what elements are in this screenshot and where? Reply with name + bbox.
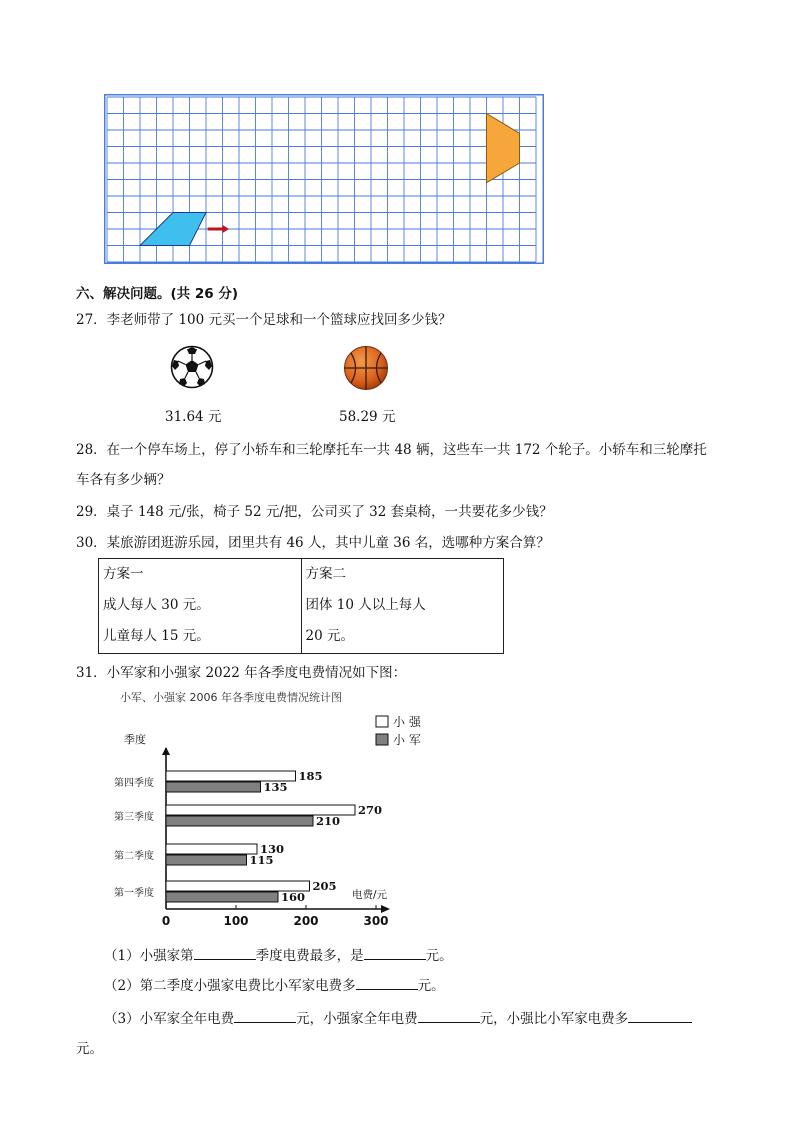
basketball-icon <box>343 345 389 391</box>
x-axis-arrow <box>381 905 390 913</box>
plan-1-adult-price: 成人每人 30 元。 <box>103 597 210 613</box>
answer-blank-1[interactable] <box>194 945 256 960</box>
x-tick-label: 300 <box>363 914 389 928</box>
q31-sub2-part-b: 元。 <box>417 978 445 994</box>
q31-sub1-part-c: 元。 <box>425 948 453 964</box>
plan-2-group-line2: 20 元。 <box>305 628 354 644</box>
bar-xiaojun <box>166 816 313 826</box>
q31-sub1-part-b: 季度电费最多，是 <box>255 948 364 964</box>
question-27: 27．李老师带了 100 元买一个足球和一个篮球应找回多少钱？ <box>76 312 452 328</box>
plan-2-group-line1: 团体 10 人以上每人 <box>305 597 426 613</box>
section-title: 六、解决问题。(共 26 分) <box>76 286 239 302</box>
bar-xiaoqiang <box>166 844 257 854</box>
question-29: 29．桌子 148 元/张，椅子 52 元/把，公司买了 32 套桌椅，一共要花多少钱？ <box>76 504 553 520</box>
q31-sub3 <box>104 1008 692 1028</box>
x-tick-label: 200 <box>293 914 319 928</box>
bar-xiaojun <box>166 782 261 792</box>
basketball-price: 58.29 元 <box>339 409 396 425</box>
q31-sub3-end: 元。 <box>76 1041 103 1057</box>
electricity-bar-chart <box>94 688 424 938</box>
bar-value-label: 160 <box>281 890 306 904</box>
answer-blank-2[interactable] <box>364 945 426 960</box>
plan-1-child-price: 儿童每人 15 元。 <box>103 628 210 644</box>
q31-sub3-part-c: 元，小强比小军家电费多 <box>479 1011 629 1027</box>
chart-y-axis-label: 季度 <box>124 733 146 746</box>
bar-xiaojun <box>166 892 278 902</box>
legend-swatch <box>376 734 388 745</box>
bar-value-label: 185 <box>298 769 323 783</box>
bar-value-label: 205 <box>312 879 337 893</box>
legend-label: 小 强 <box>393 715 421 729</box>
q31-sub2 <box>104 975 445 995</box>
question-30: 30．某旅游团逛游乐园，团里共有 46 人，其中儿童 36 名，选哪种方案合算？ <box>76 535 550 551</box>
q31-sub2-part-a: （2）第二季度小强家电费比小军家电费多 <box>104 978 356 994</box>
question-28-line2: 车各有多少辆？ <box>76 472 171 488</box>
q31-sub1-part-a: （1）小强家第 <box>104 948 194 964</box>
category-label: 第三季度 <box>114 812 154 823</box>
answer-blank-4[interactable] <box>234 1008 296 1023</box>
legend-label: 小 军 <box>393 733 421 747</box>
category-label: 第一季度 <box>114 888 154 899</box>
answer-blank-3[interactable] <box>356 975 418 990</box>
plan-1-cell <box>99 559 302 654</box>
x-tick-label: 0 <box>161 914 171 928</box>
chart-title: 小军、小强家 2006 年各季度电费情况统计图 <box>120 691 342 704</box>
bar-xiaojun <box>166 855 247 865</box>
plan-table <box>98 558 504 654</box>
bar-value-label: 115 <box>249 853 274 867</box>
y-axis-arrow <box>162 747 170 755</box>
bar-value-label: 135 <box>263 780 288 794</box>
soccer-ball-icon <box>170 345 214 389</box>
plan-1-title: 方案一 <box>103 566 144 582</box>
category-label: 第二季度 <box>114 851 154 862</box>
q31-sub3-part-b: 元，小强家全年电费 <box>296 1011 418 1027</box>
bar-value-label: 130 <box>260 842 285 856</box>
plan-2-cell <box>301 559 504 654</box>
x-tick-label: 100 <box>223 914 249 928</box>
translation-grid-figure <box>104 94 544 264</box>
football-price: 31.64 元 <box>165 409 222 425</box>
q31-sub1 <box>104 945 453 965</box>
answer-blank-6[interactable] <box>628 1008 692 1023</box>
bar-value-label: 270 <box>358 803 383 817</box>
bar-value-label: 210 <box>316 814 341 828</box>
category-label: 第四季度 <box>114 778 154 789</box>
chart-x-axis-label: 电费/元 <box>352 889 388 901</box>
plan-2-title: 方案二 <box>305 566 346 582</box>
legend-swatch <box>376 716 388 727</box>
question-31: 31．小军家和小强家 2022 年各季度电费情况如下图： <box>76 665 407 681</box>
square-grid <box>104 94 544 264</box>
bar-chart-svg <box>94 688 424 938</box>
question-28-line1: 28．在一个停车场上，停了小轿车和三轮摩托车一共 48 辆，这些车一共 172 个轮子。小轿车和三轮摩托 <box>76 442 707 458</box>
q31-sub3-part-a: （3）小军家全年电费 <box>104 1011 235 1027</box>
answer-blank-5[interactable] <box>418 1008 480 1023</box>
